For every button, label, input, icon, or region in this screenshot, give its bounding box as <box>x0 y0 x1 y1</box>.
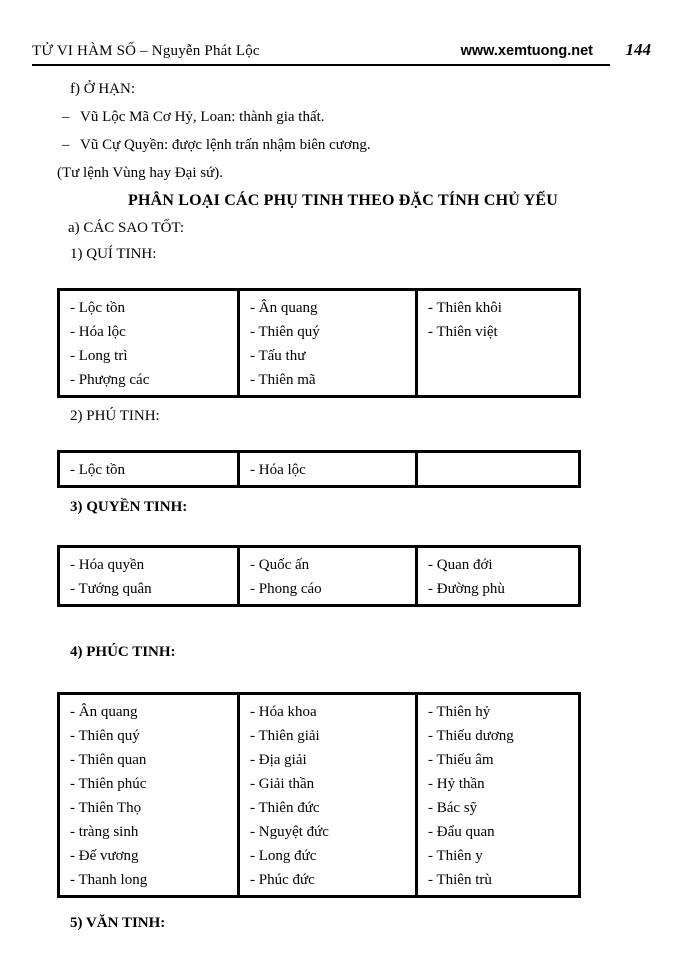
star-item: - Thiên giải <box>250 728 320 744</box>
table-cell <box>239 694 417 897</box>
star-item: - Lộc tồn <box>70 462 125 478</box>
section-f-heading: f) Ở HẠN: <box>70 81 135 97</box>
main-heading: PHÂN LOẠI CÁC PHỤ TINH THEO ĐẶC TÍNH CHỦ YẾU <box>127 192 559 209</box>
star-item: - tràng sinh <box>70 824 139 840</box>
star-item: - Giải thần <box>250 776 315 792</box>
header-rule <box>32 64 610 66</box>
star-item: - Thiên y <box>428 848 483 864</box>
book-title: TỬ VI HÀM SỐ – Nguyễn Phát Lộc <box>32 43 260 59</box>
star-item: - Đường phù <box>428 581 505 597</box>
subsection-label-quy: 1) QUÍ TINH: <box>70 246 157 262</box>
table-cell <box>417 547 580 606</box>
bullet-item <box>62 135 578 155</box>
star-item: - Thanh long <box>70 872 148 888</box>
subsection-label-phuc: 4) PHÚC TINH: <box>70 644 176 660</box>
star-item: - Hóa lộc <box>70 324 126 340</box>
star-item: - Thiên đức <box>250 800 320 816</box>
star-item: - Long đức <box>250 848 317 864</box>
star-item: - Lộc tồn <box>70 300 125 316</box>
star-item: - Địa giải <box>250 752 307 768</box>
star-item: - Thiên quý <box>70 728 140 744</box>
star-item: - Quan đới <box>428 557 493 573</box>
star-item: - Phúc đức <box>250 872 315 888</box>
subsection-label-phu: 2) PHÚ TINH: <box>70 408 160 424</box>
star-item: - Hóa khoa <box>250 704 317 720</box>
star-item: - Đế vương <box>70 848 139 864</box>
star-item: - Thiếu âm <box>428 752 494 768</box>
table-cell <box>417 290 580 397</box>
star-item: - Thiên khôi <box>428 300 502 316</box>
star-item: - Đẩu quan <box>428 824 495 840</box>
star-item: - Thiên quý <box>250 324 320 340</box>
star-item: - Hỷ thần <box>428 776 485 792</box>
table-cell <box>59 452 239 487</box>
phu-tinh-table <box>57 450 581 488</box>
star-item: - Hóa lộc <box>250 462 306 478</box>
star-item: - Phong cáo <box>250 581 322 597</box>
subsection-label-van: 5) VĂN TINH: <box>70 915 166 931</box>
star-item: - Long trì <box>70 348 128 364</box>
star-item: - Tướng quân <box>70 581 152 597</box>
table-cell <box>239 290 417 397</box>
star-item: - Tấu thư <box>250 348 306 364</box>
bullet-dash: – <box>62 109 70 125</box>
group-a-heading: a) CÁC SAO TỐT: <box>68 220 185 236</box>
phuc-tinh-table <box>57 692 581 898</box>
page-header <box>0 0 686 59</box>
star-item: - Thiên phúc <box>70 776 147 792</box>
bullet-dash: – <box>62 137 70 153</box>
star-item: - Quốc ấn <box>250 557 310 573</box>
star-item: - Bác sỹ <box>428 800 478 816</box>
subsection-label-quyen: 3) QUYỀN TINH: <box>70 499 188 515</box>
star-item: - Thiên hỷ <box>428 704 491 720</box>
table-cell <box>239 452 417 487</box>
star-item: - Thiên trù <box>428 872 492 888</box>
table-cell <box>417 452 580 487</box>
page-content <box>57 79 578 933</box>
star-item: - Thiên Thọ <box>70 800 142 816</box>
table-cell <box>59 290 239 397</box>
star-item: - Thiên việt <box>428 324 498 340</box>
star-item: - Nguyệt đức <box>250 824 329 840</box>
note-line: (Tư lệnh Vùng hay Đại sứ). <box>57 165 223 181</box>
page-number: 144 <box>625 40 651 59</box>
bullet-text: Vũ Cự Quyền: được lệnh trấn nhậm biên cương. <box>80 137 371 153</box>
star-item: - Ân quang <box>250 300 318 316</box>
table-cell <box>417 694 580 897</box>
table-cell <box>59 547 239 606</box>
star-item: - Ân quang <box>70 704 138 720</box>
star-item: - Hóa quyền <box>70 557 145 573</box>
bullet-item <box>62 107 578 127</box>
quyen-tinh-table <box>57 545 581 607</box>
star-item: - Thiếu dương <box>428 728 514 744</box>
quy-tinh-table <box>57 288 581 398</box>
star-item: - Thiên mã <box>250 372 316 388</box>
star-item: - Phượng các <box>70 372 150 388</box>
table-cell <box>59 694 239 897</box>
bullet-text: Vũ Lộc Mã Cơ Hỷ, Loan: thành gia thất. <box>80 109 325 125</box>
star-item: - Thiên quan <box>70 752 147 768</box>
table-cell <box>239 547 417 606</box>
website-text: www.xemtuong.net <box>460 43 593 59</box>
